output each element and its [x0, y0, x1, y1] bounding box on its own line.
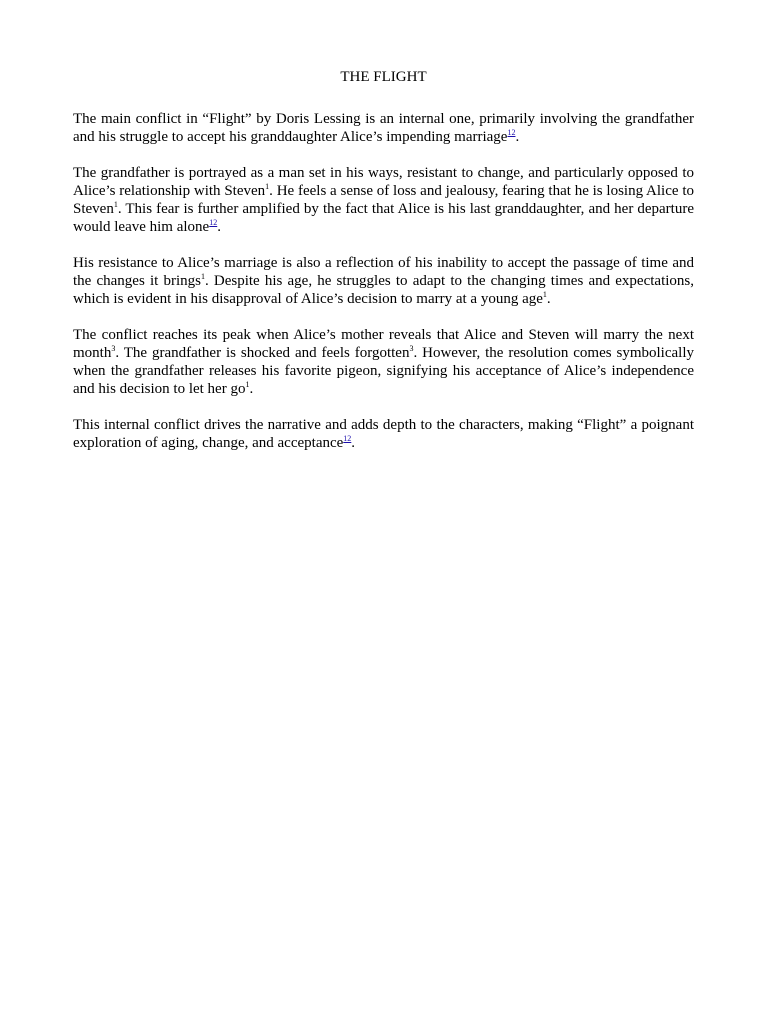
- paragraph-text: The grandfather is portrayed as a man set in his ways, resistant to change, and particularly opposed to Alice’s relationship with Steven: [73, 165, 694, 199]
- paragraph-text: .: [515, 129, 520, 145]
- paragraph-text: This internal conflict drives the narrative and adds depth to the characters, making “Flight” a poignant exploration of aging, change, and acceptance: [73, 417, 694, 451]
- paragraph: [73, 416, 694, 452]
- footnote-link[interactable]: 12: [343, 434, 352, 443]
- footnote-link[interactable]: 12: [507, 128, 516, 137]
- paragraph: [73, 110, 694, 146]
- document-page: [73, 66, 694, 470]
- paragraph-text: .: [351, 435, 356, 451]
- paragraph-text: The main conflict in “Flight” by Doris Lessing is an internal one, primarily involving the grandfather and his struggle to accept his granddaughter Alice’s impending marriage: [73, 111, 694, 145]
- paragraph-text: . Despite his age, he struggles to adapt to the changing times and expectations, which is evident in his disapproval of Alice’s decision to marry at a young age: [73, 273, 694, 307]
- footnote-marker: 1: [113, 200, 118, 209]
- paragraph-text: His resistance to Alice’s marriage is also a reflection of his inability to accept the passage of time and the changes it brings: [73, 255, 694, 289]
- paragraph-text: . He feels a sense of loss and jealousy, fearing that he is losing Alice to Steven: [73, 183, 694, 217]
- paragraph: [73, 164, 694, 236]
- paragraph-text: . However, the resolution comes symbolically when the grandfather releases his favorite pigeon, signifying his acceptance of Alice’s independence and his decision to let her go: [73, 345, 694, 397]
- paragraph-text: .: [217, 219, 221, 235]
- document-body: [73, 110, 694, 452]
- footnote-marker: 3: [409, 344, 414, 353]
- paragraph: [73, 254, 694, 308]
- footnote-marker: 3: [111, 344, 116, 353]
- paragraph-text: .: [249, 381, 254, 397]
- paragraph-text: .: [546, 291, 551, 307]
- paragraph-text: . The grandfather is shocked and feels forgotten: [115, 345, 410, 361]
- paragraph-text: The conflict reaches its peak when Alice’s mother reveals that Alice and Steven will marry the next month: [73, 327, 694, 361]
- footnote-marker: 1: [542, 290, 547, 299]
- footnote-marker: 1: [200, 272, 205, 281]
- footnote-marker: 1: [265, 182, 270, 191]
- footnote-marker: 1: [245, 380, 250, 389]
- document-title: THE FLIGHT: [340, 69, 427, 85]
- paragraph-text: . This fear is further amplified by the fact that Alice is his last granddaughter, and her departure would leave him alone: [73, 201, 694, 235]
- footnote-link[interactable]: 12: [209, 218, 218, 227]
- paragraph: [73, 326, 694, 398]
